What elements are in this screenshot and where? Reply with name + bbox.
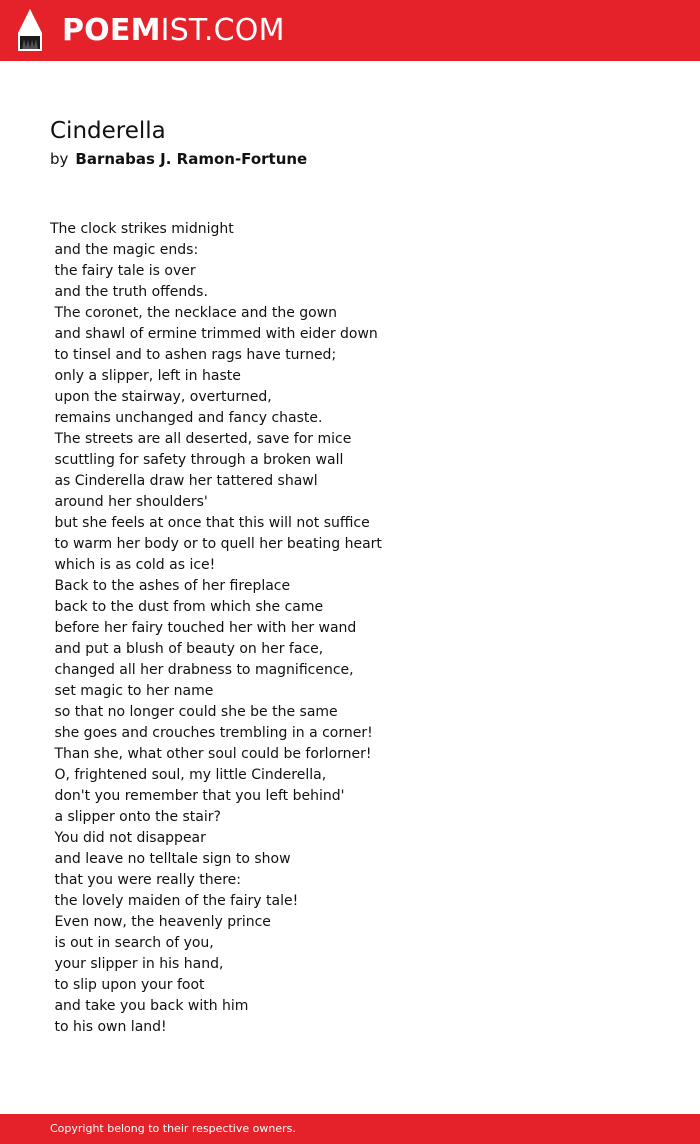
poem-line: only a slipper, left in haste <box>50 368 241 384</box>
poem-body <box>50 219 382 1038</box>
poem-line: and the truth offends. <box>50 284 208 300</box>
poem-line: and take you back with him <box>50 998 249 1014</box>
poem-line: back to the dust from which she came <box>50 599 324 615</box>
poem-line: so that no longer could she be the same <box>50 704 338 720</box>
poem-line: O, frightened soul, my little Cinderella, <box>50 767 327 783</box>
poem-line: around her shoulders' <box>50 494 208 510</box>
poem-line: she goes and crouches trembling in a corner! <box>50 725 373 741</box>
poem-line: remains unchanged and fancy chaste. <box>50 410 323 426</box>
poem-line: and put a blush of beauty on her face, <box>50 641 324 657</box>
poem-line: but she feels at once that this will not suffice <box>50 515 370 531</box>
poem-line: to tinsel and to ashen rags have turned; <box>50 347 337 363</box>
poem-line: and leave no telltale sign to show <box>50 851 291 867</box>
poem-line: your slipper in his hand, <box>50 956 224 972</box>
poem-line: Even now, the heavenly prince <box>50 914 271 930</box>
site-logo-text[interactable] <box>62 12 285 50</box>
poem-line: The streets are all deserted, save for mice <box>50 431 352 447</box>
by-label: by <box>50 150 69 168</box>
site-header <box>0 0 700 61</box>
poem-line: the fairy tale is over <box>50 263 196 279</box>
poem-line: scuttling for safety through a broken wall <box>50 452 344 468</box>
poem-line: Back to the ashes of her fireplace <box>50 578 291 594</box>
poem-line: before her fairy touched her with her wand <box>50 620 357 636</box>
poem-title: Cinderella <box>50 118 166 144</box>
brand-thin: IST.COM <box>160 13 285 48</box>
poem-line: don't you remember that you left behind' <box>50 788 345 804</box>
site-footer <box>0 1114 700 1144</box>
poem-line: upon the stairway, overturned, <box>50 389 272 405</box>
poem-line: the lovely maiden of the fairy tale! <box>50 893 299 909</box>
author-name: Barnabas J. Ramon-Fortune <box>75 150 308 168</box>
poem-line: to his own land! <box>50 1019 167 1035</box>
poem-line: is out in search of you, <box>50 935 214 951</box>
poem-line: to warm her body or to quell her beating heart <box>50 536 382 552</box>
poem-line: that you were really there: <box>50 872 241 888</box>
poem-line: The coronet, the necklace and the gown <box>50 305 338 321</box>
poem-byline <box>50 149 307 169</box>
poem-line: You did not disappear <box>50 830 206 846</box>
poem-line: a slipper onto the stair? <box>50 809 221 825</box>
poem-line: changed all her drabness to magnificence, <box>50 662 354 678</box>
poem-line: to slip upon your foot <box>50 977 205 993</box>
copyright-text: Copyright belong to their respective owners. <box>50 1122 296 1135</box>
poem-line: The clock strikes midnight <box>50 221 234 237</box>
poem-line: set magic to her name <box>50 683 214 699</box>
poem-line: which is as cold as ice! <box>50 557 216 573</box>
poem-line: and the magic ends: <box>50 242 199 258</box>
poem-line: and shawl of ermine trimmed with eider down <box>50 326 378 342</box>
poem-line: Than she, what other soul could be forlorner! <box>50 746 372 762</box>
brand-bold: POEM <box>62 13 161 48</box>
poem-line: as Cinderella draw her tattered shawl <box>50 473 318 489</box>
pencil-tip-icon[interactable] <box>18 9 42 51</box>
